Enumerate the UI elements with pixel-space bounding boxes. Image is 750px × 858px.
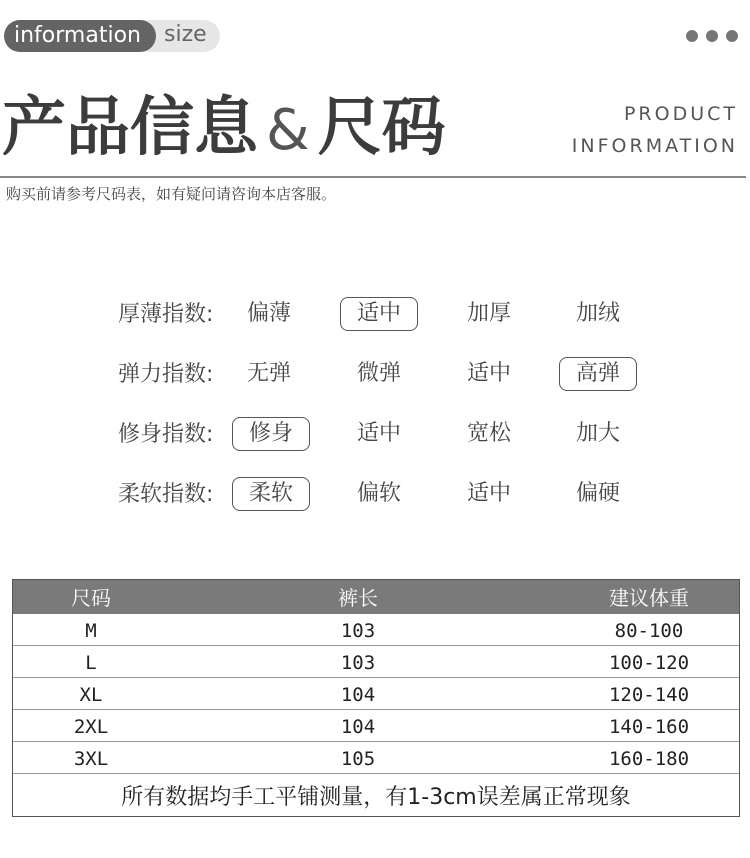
dot-icon <box>686 30 698 42</box>
index-label: 柔软指数: <box>118 482 214 507</box>
measurement-note: 所有数据均手工平铺测量，有1-3cm误差属正常现象 <box>121 785 631 810</box>
option-fairly-hard: 偏硬 <box>575 481 620 506</box>
cell-weight: 160-180 <box>608 748 690 770</box>
index-row-thickness <box>118 297 678 337</box>
index-row-fit <box>118 417 678 457</box>
title-english <box>572 98 738 162</box>
title-ampersand: & <box>266 98 310 163</box>
tab-size: size <box>164 22 207 47</box>
option-fairly-soft: 偏软 <box>356 481 401 506</box>
option-thin: 偏薄 <box>246 301 291 326</box>
dot-icon <box>726 30 738 42</box>
cell-length: 104 <box>340 716 376 738</box>
option-slight-stretch: 微弹 <box>356 361 401 386</box>
table-header <box>13 580 739 614</box>
cell-weight: 100-120 <box>608 652 690 674</box>
divider <box>0 176 746 178</box>
option-regular: 适中 <box>356 421 401 446</box>
table-row <box>13 614 739 646</box>
option-high-stretch-selected: 高弹 <box>559 357 637 391</box>
page-title <box>2 88 446 171</box>
dot-icon <box>706 30 718 42</box>
table-row <box>13 678 739 710</box>
purchase-note: 购买前请参考尺码表，如有疑问请咨询本店客服。 <box>6 185 337 203</box>
option-thick: 加厚 <box>466 301 511 326</box>
size-table <box>12 579 740 817</box>
cell-size: 2XL <box>73 716 109 738</box>
cell-size: M <box>85 620 97 642</box>
index-row-softness <box>118 477 678 517</box>
title-en-line1: PRODUCT <box>623 103 738 125</box>
table-row <box>13 646 739 678</box>
option-medium: 适中 <box>466 481 511 506</box>
header-size: 尺码 <box>71 586 111 610</box>
index-row-elasticity <box>118 357 678 397</box>
table-row <box>13 710 739 742</box>
cell-length: 103 <box>340 620 376 642</box>
option-oversize: 加大 <box>575 421 620 446</box>
cell-size: XL <box>79 684 103 706</box>
more-dots-icon <box>686 30 738 42</box>
section-tab-pill <box>4 20 220 52</box>
title-cn-part2: 尺码 <box>317 91 446 165</box>
option-no-stretch: 无弹 <box>246 361 291 386</box>
cell-weight: 80-100 <box>614 620 684 642</box>
tab-information: information <box>4 20 156 52</box>
option-loose: 宽松 <box>466 421 511 446</box>
index-label: 厚薄指数: <box>118 302 214 327</box>
cell-size: L <box>85 652 97 674</box>
cell-size: 3XL <box>73 748 109 770</box>
index-label: 修身指数: <box>118 422 214 447</box>
cell-weight: 140-160 <box>608 716 690 738</box>
cell-length: 104 <box>340 684 376 706</box>
cell-length: 105 <box>340 748 376 770</box>
cell-length: 103 <box>340 652 376 674</box>
cell-weight: 120-140 <box>608 684 690 706</box>
option-fleece: 加绒 <box>575 301 620 326</box>
title-cn-part1: 产品信息 <box>2 91 258 165</box>
option-medium-selected: 适中 <box>340 297 418 331</box>
option-soft-selected: 柔软 <box>232 477 310 511</box>
option-medium: 适中 <box>466 361 511 386</box>
title-en-line2: INFORMATION <box>571 135 738 157</box>
index-label: 弹力指数: <box>118 362 214 387</box>
option-slim-selected: 修身 <box>232 417 310 451</box>
table-row <box>13 742 739 774</box>
header-length: 裤长 <box>338 586 378 610</box>
header-weight: 建议体重 <box>609 586 689 610</box>
